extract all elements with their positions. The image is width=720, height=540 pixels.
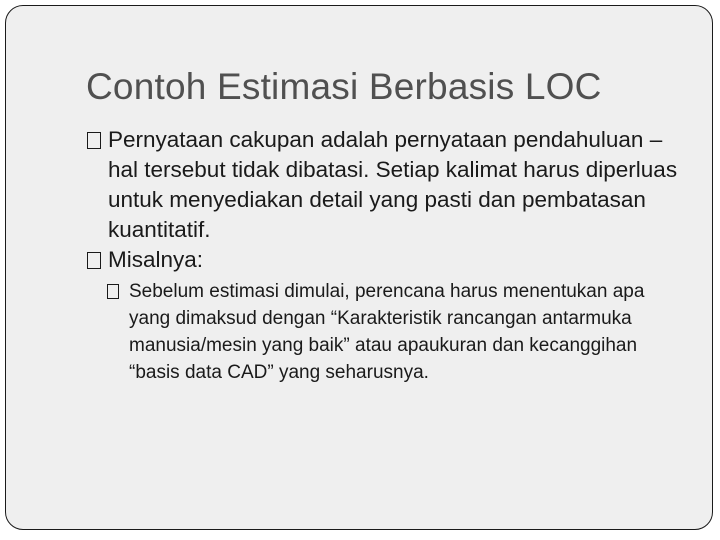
- bullet-item-example: [86, 245, 686, 275]
- slide-frame: [5, 5, 713, 530]
- square-bullet-icon: [87, 132, 101, 149]
- sub-bullet-text: Sebelum estimasi dimulai, perencana harus menentukan apa yang dimaksud dengan “Karakteristik rancangan antarmuka manusia/mesin yang baik” atau apaukuran dan kecanggihan “basis data CAD” yang seharusnya.: [129, 281, 645, 383]
- square-bullet-icon: [87, 252, 101, 269]
- slide-title: Contoh Estimasi Berbasis LOC: [86, 66, 602, 107]
- bullet-text: Misalnya:: [108, 247, 204, 272]
- sub-bullet-item-estimation: [106, 278, 686, 386]
- bullet-text: Pernyataan cakupan adalah pernyataan pendahuluan – hal tersebut tidak dibatasi. Setiap kalimat harus diperluas untuk menyediakan detail yang pasti dan pembatasan kuantitatif.: [108, 127, 678, 242]
- bullet-item-scope-statement: [86, 125, 686, 245]
- square-bullet-icon: [107, 284, 119, 299]
- slide-body: [86, 125, 686, 386]
